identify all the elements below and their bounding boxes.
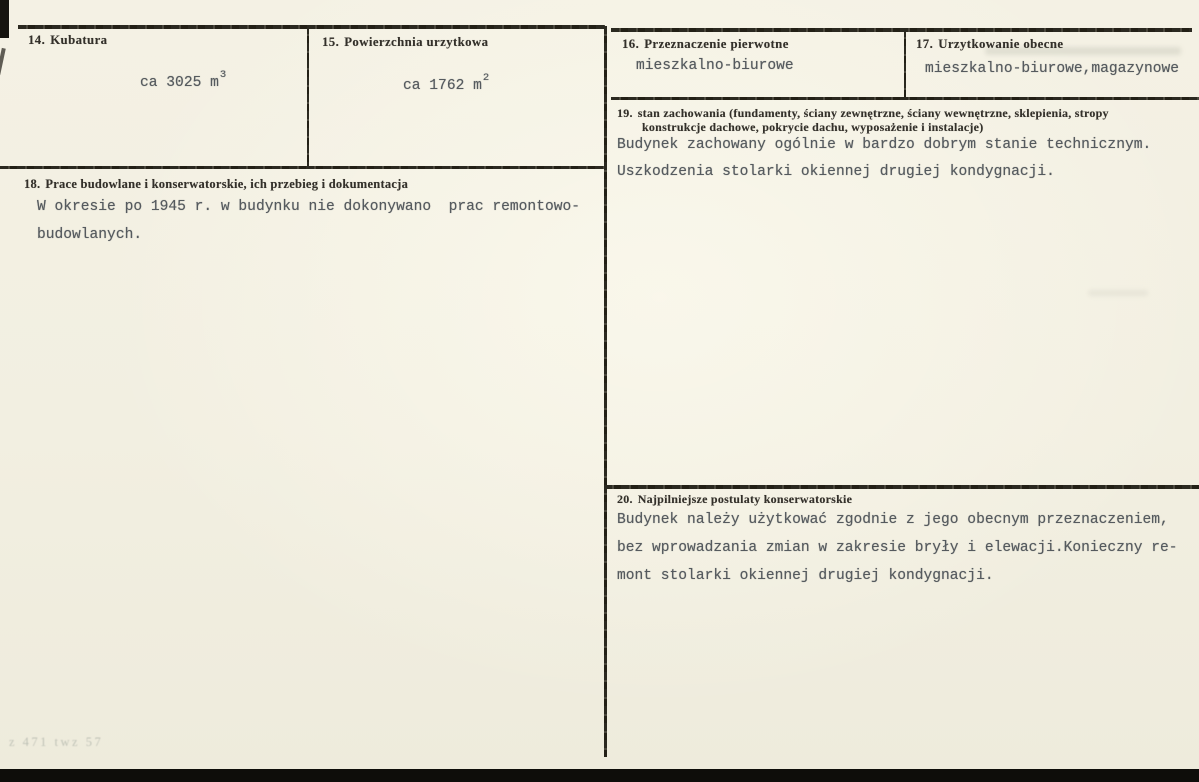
border-top-right-column [611, 28, 1192, 32]
divider-field14-field15 [307, 26, 309, 167]
field-15-label [322, 35, 488, 50]
field-18-text-line2: budowlanych. [37, 227, 143, 243]
field-20-text-line1: Budynek należy użytkować zgodnie z jego obecnym przeznaczeniem, [617, 512, 1169, 528]
border-field18-top [0, 166, 605, 169]
field-14-label [28, 33, 107, 48]
field-14-title: Kubatura [50, 33, 108, 47]
field-18-title: Prace budowlane i konserwatorskie, ich przebieg i dokumentacja [45, 177, 409, 191]
field-20-text-line2: bez wprowadzania zmian w zakresie bryły i elewacji.Konieczny re- [617, 540, 1178, 556]
border-top-left-column [18, 25, 605, 29]
field-19-text-line2: Uszkodzenia stolarki okiennej drugiej kondygnacji. [617, 164, 1055, 180]
field-17-label [916, 37, 1063, 52]
field-20-label [617, 492, 852, 507]
scan-artifact-bottom-edge [0, 769, 1199, 782]
field-16-label [622, 37, 789, 52]
field-19-number: 19. [617, 106, 633, 120]
field-14-value [105, 56, 225, 107]
field-15-value-text: ca 1762 m [403, 77, 482, 94]
field-14-number: 14. [28, 33, 46, 47]
field-19-label-line1 [617, 106, 1109, 121]
field-15-number: 15. [322, 35, 340, 49]
border-field20-top [604, 485, 1199, 489]
field-15-title: Powierzchnia urzytkowa [344, 35, 489, 49]
divider-center-column [604, 26, 607, 757]
border-field19-top [611, 97, 1199, 100]
field-16-value: mieszkalno-biurowe [636, 58, 794, 74]
field-19-label-line2: konstrukcje dachowe, pokrycie dachu, wyposażenie i instalacje) [642, 120, 984, 134]
field-15-value [368, 59, 488, 110]
scan-artifact-left-edge [0, 0, 9, 38]
field-18-number: 18. [24, 177, 41, 191]
field-17-number: 17. [916, 37, 934, 51]
field-19-title-line1: stan zachowania (fundamenty, ściany zewnętrzne, ściany wewnętrzne, sklepienia, stropy [637, 106, 1109, 120]
field-19-text-line1: Budynek zachowany ogólnie w bardzo dobrym stanie technicznym. [617, 137, 1152, 153]
field-20-number: 20. [617, 492, 633, 506]
field-16-title: Przeznaczenie pierwotne [644, 37, 789, 51]
field-17-title: Urzytkowanie obecne [938, 37, 1064, 51]
scan-artifact-faint-number: z 471 twz 57 [9, 735, 104, 749]
divider-field16-field17 [904, 29, 906, 98]
field-14-value-superscript: 3 [219, 69, 227, 81]
field-17-value: mieszkalno-biurowe,magazynowe [925, 61, 1179, 77]
scan-artifact-left-mark [0, 48, 6, 75]
scan-artifact-ghost-print-2 [1088, 290, 1148, 296]
field-18-label [24, 177, 408, 192]
field-15-value-superscript: 2 [482, 72, 490, 84]
field-14-value-text: ca 3025 m [140, 74, 219, 91]
field-16-number: 16. [622, 37, 640, 51]
field-20-text-line3: mont stolarki okiennej drugiej kondygnacji. [617, 568, 994, 584]
field-18-text-line1: W okresie po 1945 r. w budynku nie dokonywano prac remontowo- [37, 199, 580, 215]
field-20-title: Najpilniejsze postulaty konserwatorskie [637, 492, 853, 506]
